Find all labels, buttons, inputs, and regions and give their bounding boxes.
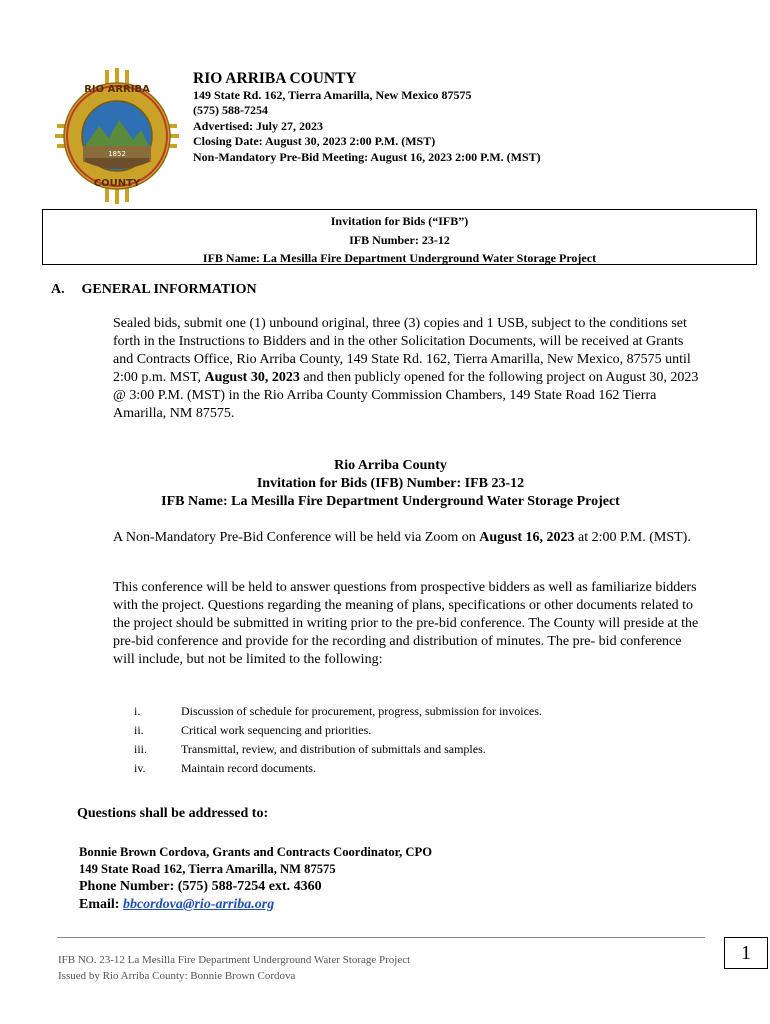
list-item: [134, 702, 542, 721]
list-item: [134, 721, 542, 740]
seal-top-text: RIO ARRIBA: [84, 84, 150, 95]
list-item-number: iv.: [134, 761, 146, 775]
para1-text1: Sealed bids, submit one (1) unbound original, three (3) copies and 1 USB, subject to the conditions set forth in the Instructions to Bidders and in the other Solicitation Documents, will be received at Grants and Contracts Office, Rio Arriba County, 149 State Rd. 162, Tierra Amarilla, New Mexico, 87575 until 2:00 p.m. MST,: [113, 316, 691, 385]
list-item-number: iii.: [134, 742, 148, 756]
seal-inner-text: 1852: [108, 150, 126, 158]
contact-phone: Phone Number: (575) 588-7254 ext. 4360: [79, 879, 322, 894]
letterhead: [193, 70, 541, 165]
center-line3: IFB Name: La Mesilla Fire Department Underground Water Storage Project: [161, 494, 620, 509]
county-phone: (575) 588-7254: [193, 103, 268, 118]
section-a-number: A.: [51, 282, 65, 297]
ifb-center-block: [113, 457, 668, 511]
contact-email-line: [79, 896, 432, 914]
para2-text2: at 2:00 P.M. (MST).: [574, 530, 691, 545]
county-address: 149 State Rd. 162, Tierra Amarilla, New Mexico 87575: [193, 88, 472, 102]
prebid-conference-paragraph: [113, 529, 703, 547]
closing-value: : August 30, 2023 2:00 P.M. (MST): [258, 134, 436, 149]
contact-address: 149 State Road 162, Tierra Amarilla, NM 87575: [79, 862, 336, 876]
ifb-box-line3: IFB Name: La Mesilla Fire Department Underground Water Storage Project: [202, 251, 597, 265]
page-number: 1: [724, 937, 768, 969]
list-item-text: Transmittal, review, and distribution of submittals and samples.: [181, 742, 486, 756]
contact-block: [79, 844, 432, 914]
list-item: [134, 740, 542, 759]
section-a-title: GENERAL INFORMATION: [81, 282, 257, 297]
para2-bold-date: August 16, 2023: [479, 530, 575, 545]
list-item-number: ii.: [134, 723, 144, 737]
ifb-title-box: [42, 209, 757, 265]
list-item-text: Discussion of schedule for procurement, progress, submission for invoices.: [181, 704, 542, 718]
list-item: [134, 759, 542, 778]
questions-heading: Questions shall be addressed to:: [77, 806, 269, 821]
conference-topics-list: [134, 702, 542, 778]
closing-label: Closing Date: [193, 134, 259, 149]
prebid-meeting: Non-Mandatory Pre-Bid Meeting: August 16, 2023 2:00 P.M. (MST): [193, 149, 541, 164]
section-a-heading: [51, 282, 257, 298]
footer-line2: Issued by Rio Arriba County: Bonnie Brown Cordova: [58, 969, 296, 982]
sealed-bids-paragraph: [113, 315, 703, 423]
advertised-date: Advertised: July 27, 2023: [193, 118, 323, 133]
ifb-box-line1: Invitation for Bids (“IFB”): [330, 214, 469, 228]
page-footer: [58, 953, 410, 984]
list-item-text: Critical work sequencing and priorities.: [181, 723, 372, 737]
seal-bottom-text: COUNTY: [93, 178, 141, 189]
county-title: RIO ARRIBA COUNTY: [193, 70, 357, 87]
conference-purpose-paragraph: This conference will be held to answer questions from prospective bidders as well as familiarize bidders with the project. Questions regarding the meaning of plans, specifications or other documents related to the project should be submitted in writing prior to the pre-bid conference. The County will preside at the pre-bid conference and provide for the recording and distribution of minutes. The pre- bid conference will include, but not be limited to the following:: [113, 580, 699, 667]
email-label: Email:: [79, 897, 123, 912]
list-item-number: i.: [134, 704, 141, 718]
para1-bold-date: August 30, 2023: [204, 370, 300, 385]
closing-date: [193, 134, 541, 149]
ifb-box-line2: IFB Number: 23-12: [349, 232, 450, 247]
email-link[interactable]: bbcordova@rio-arriba.org: [122, 897, 275, 912]
county-seal-logo: [55, 68, 179, 204]
para1-text2: and then publicly opened for the following project on August 30, 2023 @ 3:00 P.M. (MST) in the Rio Arriba County Commission Chambers, 149 State Road 162 Tierra Amarilla, NM 87575.: [113, 370, 699, 421]
center-line1: Rio Arriba County: [334, 458, 447, 473]
list-item-text: Maintain record documents.: [181, 761, 316, 775]
contact-name: Bonnie Brown Cordova, Grants and Contracts Coordinator, CPO: [79, 845, 432, 859]
footer-line1: IFB NO. 23-12 La Mesilla Fire Department Underground Water Storage Project: [58, 954, 411, 966]
footer-divider: [57, 937, 705, 938]
para2-text1: A Non-Mandatory Pre-Bid Conference will be held via Zoom on: [113, 530, 480, 545]
center-line2: Invitation for Bids (IFB) Number: IFB 23-12: [256, 476, 525, 491]
